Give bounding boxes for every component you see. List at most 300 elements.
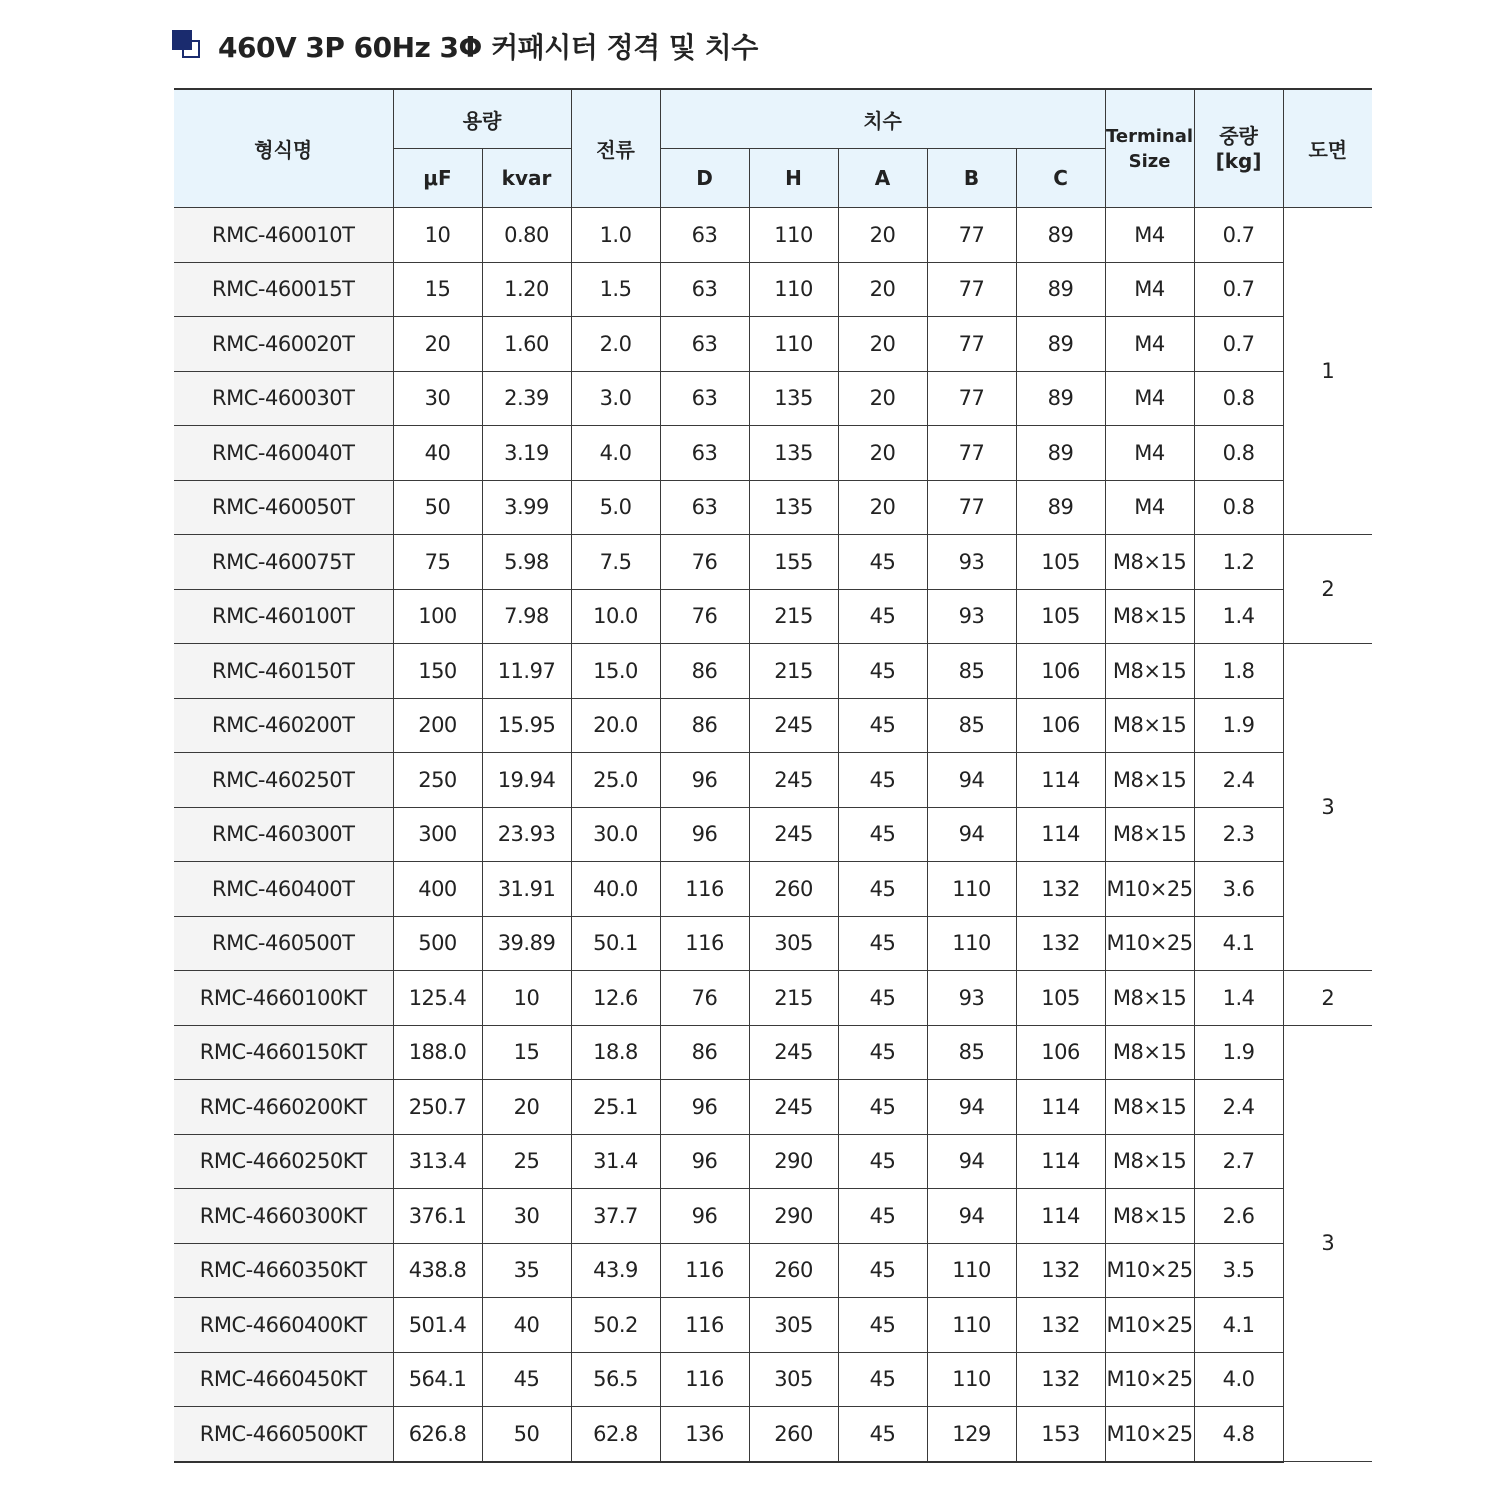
cell-h: 305 [749, 916, 838, 971]
cell-a: 45 [838, 1134, 927, 1189]
header-terminal-size [1105, 89, 1194, 208]
cell-c: 132 [1016, 1243, 1105, 1298]
cell-d: 86 [660, 698, 749, 753]
cell-terminal: M4 [1105, 262, 1194, 317]
table-row [174, 535, 1372, 590]
cell-c: 89 [1016, 426, 1105, 481]
table-row [174, 1298, 1372, 1353]
cell-d: 96 [660, 1080, 749, 1135]
cell-c: 106 [1016, 1025, 1105, 1080]
cell-weight: 0.8 [1194, 371, 1283, 426]
header-b: B [927, 149, 1016, 208]
cell-a: 20 [838, 208, 927, 263]
cell-model: RMC-460050T [174, 480, 393, 535]
cell-c: 114 [1016, 1189, 1105, 1244]
cell-kvar: 45 [482, 1352, 571, 1407]
cell-b: 77 [927, 317, 1016, 372]
table-row [174, 589, 1372, 644]
cell-uf: 438.8 [393, 1243, 482, 1298]
cell-current: 31.4 [571, 1134, 660, 1189]
cell-weight: 3.5 [1194, 1243, 1283, 1298]
cell-h: 290 [749, 1189, 838, 1244]
header-dimensions: 치수 [660, 89, 1105, 149]
cell-kvar: 7.98 [482, 589, 571, 644]
cell-d: 136 [660, 1407, 749, 1462]
cell-a: 45 [838, 1189, 927, 1244]
cell-kvar: 2.39 [482, 371, 571, 426]
cell-h: 110 [749, 317, 838, 372]
cell-h: 260 [749, 1243, 838, 1298]
cell-kvar: 11.97 [482, 644, 571, 699]
cell-b: 129 [927, 1407, 1016, 1462]
cell-model: RMC-460010T [174, 208, 393, 263]
cell-kvar: 31.91 [482, 862, 571, 917]
cell-terminal: M8×15 [1105, 1189, 1194, 1244]
cell-d: 63 [660, 262, 749, 317]
cell-h: 260 [749, 1407, 838, 1462]
cell-uf: 75 [393, 535, 482, 590]
header-uf: μF [393, 149, 482, 208]
cell-a: 45 [838, 1025, 927, 1080]
table-row [174, 1243, 1372, 1298]
cell-terminal: M10×25 [1105, 1298, 1194, 1353]
cell-kvar: 35 [482, 1243, 571, 1298]
cell-uf: 150 [393, 644, 482, 699]
cell-a: 45 [838, 971, 927, 1026]
cell-a: 20 [838, 262, 927, 317]
cell-b: 77 [927, 208, 1016, 263]
cell-d: 63 [660, 480, 749, 535]
cell-current: 50.1 [571, 916, 660, 971]
cell-h: 135 [749, 480, 838, 535]
cell-b: 85 [927, 1025, 1016, 1080]
header-d: D [660, 149, 749, 208]
cell-c: 114 [1016, 753, 1105, 808]
cell-c: 132 [1016, 916, 1105, 971]
cell-kvar: 25 [482, 1134, 571, 1189]
cell-d: 96 [660, 1189, 749, 1244]
cell-current: 15.0 [571, 644, 660, 699]
cell-drawing: 2 [1283, 535, 1372, 644]
cell-uf: 50 [393, 480, 482, 535]
cell-b: 94 [927, 1134, 1016, 1189]
header-weight [1194, 89, 1283, 208]
cell-b: 110 [927, 1352, 1016, 1407]
cell-d: 76 [660, 535, 749, 590]
cell-a: 45 [838, 644, 927, 699]
cell-model: RMC-460500T [174, 916, 393, 971]
cell-weight: 3.6 [1194, 862, 1283, 917]
cell-h: 215 [749, 589, 838, 644]
cell-d: 116 [660, 862, 749, 917]
cell-drawing: 1 [1283, 208, 1372, 535]
cell-model: RMC-4660200KT [174, 1080, 393, 1135]
cell-weight: 2.4 [1194, 753, 1283, 808]
cell-current: 1.5 [571, 262, 660, 317]
cell-c: 153 [1016, 1407, 1105, 1462]
capacitor-spec-table [174, 88, 1372, 1463]
cell-weight: 1.9 [1194, 698, 1283, 753]
header-drawing: 도면 [1283, 89, 1372, 208]
cell-terminal: M10×25 [1105, 1243, 1194, 1298]
cell-h: 305 [749, 1298, 838, 1353]
cell-model: RMC-460250T [174, 753, 393, 808]
cell-current: 4.0 [571, 426, 660, 481]
cell-c: 132 [1016, 862, 1105, 917]
cell-weight: 0.7 [1194, 208, 1283, 263]
cell-uf: 400 [393, 862, 482, 917]
cell-drawing: 2 [1283, 971, 1372, 1026]
cell-h: 245 [749, 1025, 838, 1080]
cell-drawing: 3 [1283, 644, 1372, 971]
cell-model: RMC-460100T [174, 589, 393, 644]
cell-h: 260 [749, 862, 838, 917]
cell-current: 37.7 [571, 1189, 660, 1244]
cell-d: 116 [660, 916, 749, 971]
cell-c: 106 [1016, 698, 1105, 753]
cell-kvar: 5.98 [482, 535, 571, 590]
cell-uf: 626.8 [393, 1407, 482, 1462]
cell-weight: 4.0 [1194, 1352, 1283, 1407]
cell-h: 135 [749, 371, 838, 426]
cell-uf: 500 [393, 916, 482, 971]
cell-a: 20 [838, 480, 927, 535]
table-row [174, 862, 1372, 917]
page-title: 460V 3P 60Hz 3Φ 커패시터 정격 및 치수 [218, 31, 758, 64]
cell-weight: 4.8 [1194, 1407, 1283, 1462]
cell-drawing: 3 [1283, 1025, 1372, 1462]
cell-kvar: 23.93 [482, 807, 571, 862]
table-row [174, 1025, 1372, 1080]
header-kvar: kvar [482, 149, 571, 208]
cell-c: 114 [1016, 807, 1105, 862]
cell-h: 155 [749, 535, 838, 590]
cell-model: RMC-4660450KT [174, 1352, 393, 1407]
cell-kvar: 20 [482, 1080, 571, 1135]
cell-current: 62.8 [571, 1407, 660, 1462]
cell-a: 20 [838, 317, 927, 372]
cell-terminal: M8×15 [1105, 698, 1194, 753]
cell-terminal: M10×25 [1105, 1352, 1194, 1407]
cell-model: RMC-4660500KT [174, 1407, 393, 1462]
header-weight-line1: 중량 [1219, 123, 1258, 148]
cell-weight: 1.8 [1194, 644, 1283, 699]
cell-uf: 501.4 [393, 1298, 482, 1353]
cell-model: RMC-460015T [174, 262, 393, 317]
cell-b: 110 [927, 916, 1016, 971]
cell-a: 45 [838, 1298, 927, 1353]
cell-kvar: 19.94 [482, 753, 571, 808]
header-terminal-line1: Terminal [1106, 125, 1194, 147]
cell-model: RMC-460400T [174, 862, 393, 917]
cell-terminal: M8×15 [1105, 1134, 1194, 1189]
cell-weight: 1.9 [1194, 1025, 1283, 1080]
cell-weight: 4.1 [1194, 916, 1283, 971]
cell-a: 45 [838, 916, 927, 971]
cell-kvar: 40 [482, 1298, 571, 1353]
table-row [174, 1080, 1372, 1135]
cell-uf: 20 [393, 317, 482, 372]
table-row [174, 753, 1372, 808]
cell-model: RMC-460040T [174, 426, 393, 481]
cell-d: 96 [660, 1134, 749, 1189]
cell-c: 106 [1016, 644, 1105, 699]
cell-uf: 300 [393, 807, 482, 862]
table-row [174, 371, 1372, 426]
cell-terminal: M4 [1105, 371, 1194, 426]
cell-current: 7.5 [571, 535, 660, 590]
cell-a: 45 [838, 862, 927, 917]
cell-weight: 2.3 [1194, 807, 1283, 862]
title-square-icon [172, 30, 204, 62]
cell-a: 45 [838, 1080, 927, 1135]
cell-a: 45 [838, 1352, 927, 1407]
cell-terminal: M8×15 [1105, 535, 1194, 590]
cell-current: 1.0 [571, 208, 660, 263]
cell-current: 10.0 [571, 589, 660, 644]
table-row [174, 317, 1372, 372]
cell-current: 56.5 [571, 1352, 660, 1407]
cell-h: 245 [749, 698, 838, 753]
table-row [174, 1352, 1372, 1407]
cell-model: RMC-460030T [174, 371, 393, 426]
header-h: H [749, 149, 838, 208]
cell-current: 43.9 [571, 1243, 660, 1298]
cell-c: 105 [1016, 971, 1105, 1026]
cell-weight: 0.8 [1194, 426, 1283, 481]
table-body [174, 208, 1372, 1462]
cell-terminal: M8×15 [1105, 589, 1194, 644]
cell-current: 12.6 [571, 971, 660, 1026]
table-row [174, 208, 1372, 263]
cell-b: 85 [927, 644, 1016, 699]
cell-d: 86 [660, 1025, 749, 1080]
cell-d: 96 [660, 807, 749, 862]
cell-kvar: 1.20 [482, 262, 571, 317]
cell-terminal: M8×15 [1105, 1080, 1194, 1135]
cell-current: 3.0 [571, 371, 660, 426]
cell-h: 305 [749, 1352, 838, 1407]
cell-b: 77 [927, 371, 1016, 426]
cell-uf: 188.0 [393, 1025, 482, 1080]
cell-uf: 10 [393, 208, 482, 263]
cell-d: 86 [660, 644, 749, 699]
cell-weight: 1.4 [1194, 971, 1283, 1026]
cell-kvar: 30 [482, 1189, 571, 1244]
cell-b: 94 [927, 1189, 1016, 1244]
cell-current: 18.8 [571, 1025, 660, 1080]
cell-c: 114 [1016, 1080, 1105, 1135]
cell-a: 45 [838, 1243, 927, 1298]
cell-kvar: 50 [482, 1407, 571, 1462]
cell-current: 2.0 [571, 317, 660, 372]
section-header [172, 26, 758, 66]
cell-weight: 0.7 [1194, 317, 1283, 372]
cell-current: 20.0 [571, 698, 660, 753]
cell-kvar: 39.89 [482, 916, 571, 971]
cell-current: 40.0 [571, 862, 660, 917]
table-row [174, 1134, 1372, 1189]
cell-h: 215 [749, 644, 838, 699]
header-current: 전류 [571, 89, 660, 208]
cell-weight: 1.4 [1194, 589, 1283, 644]
cell-current: 25.0 [571, 753, 660, 808]
cell-weight: 2.4 [1194, 1080, 1283, 1135]
cell-weight: 2.6 [1194, 1189, 1283, 1244]
cell-model: RMC-4660100KT [174, 971, 393, 1026]
cell-a: 45 [838, 753, 927, 808]
cell-weight: 4.1 [1194, 1298, 1283, 1353]
header-row-1 [174, 89, 1372, 149]
cell-h: 290 [749, 1134, 838, 1189]
cell-b: 93 [927, 535, 1016, 590]
header-c: C [1016, 149, 1105, 208]
cell-uf: 40 [393, 426, 482, 481]
cell-terminal: M10×25 [1105, 1407, 1194, 1462]
cell-a: 20 [838, 426, 927, 481]
cell-c: 105 [1016, 589, 1105, 644]
cell-c: 105 [1016, 535, 1105, 590]
cell-kvar: 1.60 [482, 317, 571, 372]
cell-a: 45 [838, 589, 927, 644]
cell-terminal: M10×25 [1105, 862, 1194, 917]
cell-d: 63 [660, 371, 749, 426]
cell-terminal: M4 [1105, 426, 1194, 481]
cell-model: RMC-4660150KT [174, 1025, 393, 1080]
cell-b: 110 [927, 862, 1016, 917]
cell-b: 93 [927, 589, 1016, 644]
cell-d: 63 [660, 317, 749, 372]
header-terminal-line2: Size [1128, 150, 1171, 172]
cell-uf: 200 [393, 698, 482, 753]
table-row [174, 1407, 1372, 1462]
cell-model: RMC-4660300KT [174, 1189, 393, 1244]
cell-terminal: M8×15 [1105, 644, 1194, 699]
cell-uf: 125.4 [393, 971, 482, 1026]
cell-uf: 250.7 [393, 1080, 482, 1135]
cell-terminal: M8×15 [1105, 753, 1194, 808]
cell-b: 94 [927, 807, 1016, 862]
cell-d: 63 [660, 208, 749, 263]
cell-model: RMC-460200T [174, 698, 393, 753]
cell-weight: 1.2 [1194, 535, 1283, 590]
cell-h: 245 [749, 807, 838, 862]
cell-terminal: M8×15 [1105, 1025, 1194, 1080]
cell-model: RMC-4660350KT [174, 1243, 393, 1298]
table-row [174, 644, 1372, 699]
cell-b: 77 [927, 480, 1016, 535]
cell-model: RMC-460075T [174, 535, 393, 590]
cell-current: 30.0 [571, 807, 660, 862]
cell-d: 116 [660, 1352, 749, 1407]
cell-model: RMC-460150T [174, 644, 393, 699]
table-row [174, 807, 1372, 862]
cell-a: 45 [838, 698, 927, 753]
cell-terminal: M4 [1105, 208, 1194, 263]
cell-d: 96 [660, 753, 749, 808]
cell-a: 45 [838, 535, 927, 590]
cell-terminal: M10×25 [1105, 916, 1194, 971]
cell-current: 50.2 [571, 1298, 660, 1353]
header-weight-line2: [kg] [1215, 148, 1262, 173]
cell-c: 132 [1016, 1352, 1105, 1407]
cell-b: 110 [927, 1243, 1016, 1298]
cell-uf: 376.1 [393, 1189, 482, 1244]
table-row [174, 426, 1372, 481]
table-row [174, 698, 1372, 753]
cell-h: 110 [749, 262, 838, 317]
cell-b: 94 [927, 1080, 1016, 1135]
header-model: 형식명 [174, 89, 393, 208]
cell-weight: 0.8 [1194, 480, 1283, 535]
cell-uf: 15 [393, 262, 482, 317]
cell-current: 5.0 [571, 480, 660, 535]
cell-b: 93 [927, 971, 1016, 1026]
cell-d: 76 [660, 589, 749, 644]
cell-d: 76 [660, 971, 749, 1026]
cell-kvar: 15 [482, 1025, 571, 1080]
cell-terminal: M8×15 [1105, 971, 1194, 1026]
cell-model: RMC-460020T [174, 317, 393, 372]
table-row [174, 1189, 1372, 1244]
cell-uf: 564.1 [393, 1352, 482, 1407]
cell-uf: 313.4 [393, 1134, 482, 1189]
cell-c: 89 [1016, 262, 1105, 317]
cell-h: 135 [749, 426, 838, 481]
cell-c: 89 [1016, 480, 1105, 535]
cell-a: 45 [838, 1407, 927, 1462]
header-a: A [838, 149, 927, 208]
cell-c: 89 [1016, 371, 1105, 426]
cell-terminal: M4 [1105, 480, 1194, 535]
cell-d: 116 [660, 1298, 749, 1353]
header-capacity: 용량 [393, 89, 571, 149]
table-row [174, 262, 1372, 317]
cell-kvar: 10 [482, 971, 571, 1026]
cell-d: 116 [660, 1243, 749, 1298]
cell-c: 89 [1016, 208, 1105, 263]
cell-model: RMC-4660250KT [174, 1134, 393, 1189]
cell-h: 110 [749, 208, 838, 263]
cell-kvar: 3.19 [482, 426, 571, 481]
cell-h: 215 [749, 971, 838, 1026]
cell-c: 114 [1016, 1134, 1105, 1189]
cell-terminal: M8×15 [1105, 807, 1194, 862]
cell-uf: 100 [393, 589, 482, 644]
table-row [174, 916, 1372, 971]
cell-kvar: 0.80 [482, 208, 571, 263]
cell-model: RMC-4660400KT [174, 1298, 393, 1353]
cell-c: 89 [1016, 317, 1105, 372]
cell-b: 94 [927, 753, 1016, 808]
cell-kvar: 3.99 [482, 480, 571, 535]
cell-b: 85 [927, 698, 1016, 753]
cell-kvar: 15.95 [482, 698, 571, 753]
cell-uf: 30 [393, 371, 482, 426]
cell-h: 245 [749, 753, 838, 808]
table-row [174, 971, 1372, 1026]
cell-b: 77 [927, 426, 1016, 481]
cell-b: 110 [927, 1298, 1016, 1353]
cell-uf: 250 [393, 753, 482, 808]
cell-a: 45 [838, 807, 927, 862]
cell-b: 77 [927, 262, 1016, 317]
cell-a: 20 [838, 371, 927, 426]
cell-current: 25.1 [571, 1080, 660, 1135]
cell-terminal: M4 [1105, 317, 1194, 372]
cell-d: 63 [660, 426, 749, 481]
cell-weight: 2.7 [1194, 1134, 1283, 1189]
